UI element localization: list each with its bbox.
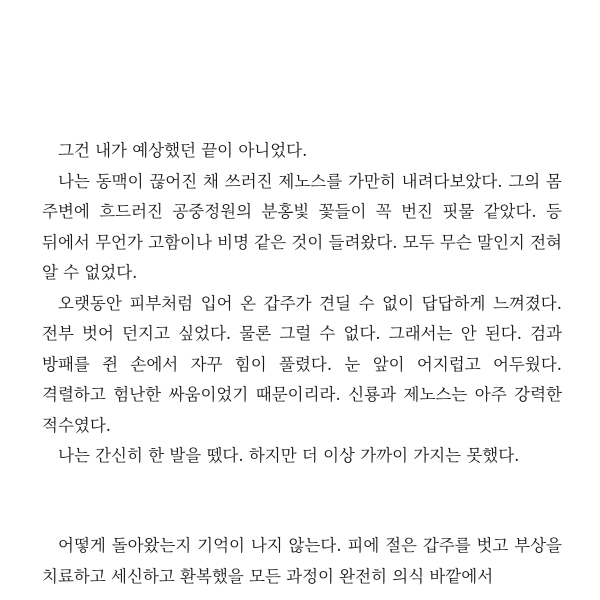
- paragraph: 오랫동안 피부처럼 입어 온 갑주가 견딜 수 없이 답답하게 느껴졌다. 전부 벗어 던지고 싶었다. 물론 그럴 수 없다. 그래서는 안 된다. 검과 방패를 쥔 손에서 자꾸 힘이 풀렸다. 눈 앞이 어지럽고 어두웠다. 격렬하고 험난한 싸움이었기 때문이리라. 신룡과 제노스는 아주 강력한 적수였다.: [42, 293, 562, 435]
- paragraph: 어떻게 돌아왔는지 기억이 나지 않는다. 피에 절은 갑주를 벗고 부상을 치료하고 세신하고 환복했을 모든 과정이 완전히 의식 바깥에서: [42, 536, 562, 586]
- paragraph: 나는 동맥이 끊어진 채 쓰러진 제노스를 가만히 내려다보았다. 그의 몸 주변에 흐드러진 공중정원의 분홍빛 꽃들이 꼭 번진 핏물 같았다. 등 뒤에서 무언가 고함이나 비명 같은 것이 들려왔다. 모두 무슨 말인지 전혀 알 수 없었다.: [42, 171, 562, 282]
- paragraph: 나는 간신히 한 발을 뗐다. 하지만 더 이상 가까이 가지는 못했다.: [58, 446, 520, 465]
- section-1: [42, 136, 562, 472]
- section-2: [42, 531, 562, 592]
- paragraph: 그건 내가 예상했던 끝이 아니었다.: [58, 141, 308, 160]
